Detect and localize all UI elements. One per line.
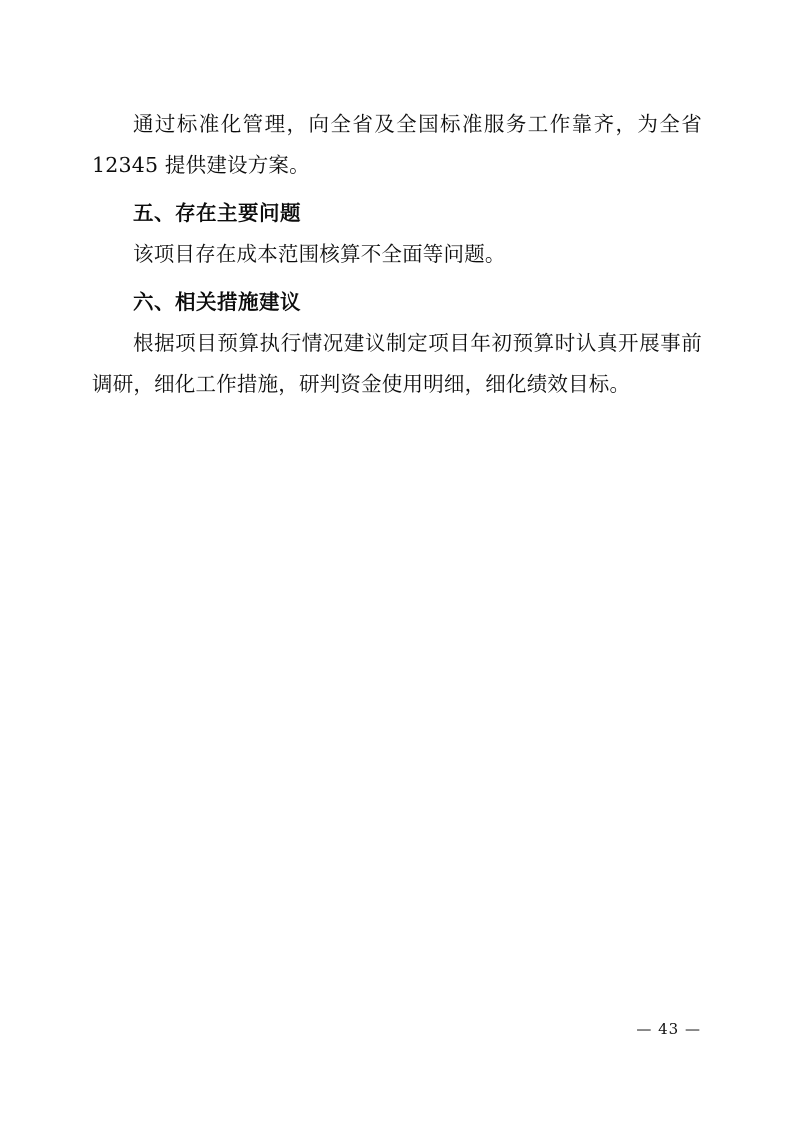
paragraph-cost-scope-issue: 该项目存在成本范围核算不全面等问题。 [133, 242, 506, 266]
heading-main-problems: 五、存在主要问题 [133, 201, 301, 225]
page-number: — 43 — [636, 1020, 701, 1038]
spacer [92, 186, 702, 193]
heading-related-measures: 六、相关措施建议 [133, 290, 301, 314]
document-body [92, 104, 702, 405]
paragraph-standardization-management: 通过标准化管理，向全省及全国标准服务工作靠齐，为全省 12345 提供建设方案。 [92, 112, 702, 177]
paragraph-budget-recommendations: 根据项目预算执行情况建议制定项目年初预算时认真开展事前调研，细化工作措施，研判资金使用明细，细化绩效目标。 [92, 331, 702, 396]
spacer [92, 275, 702, 282]
